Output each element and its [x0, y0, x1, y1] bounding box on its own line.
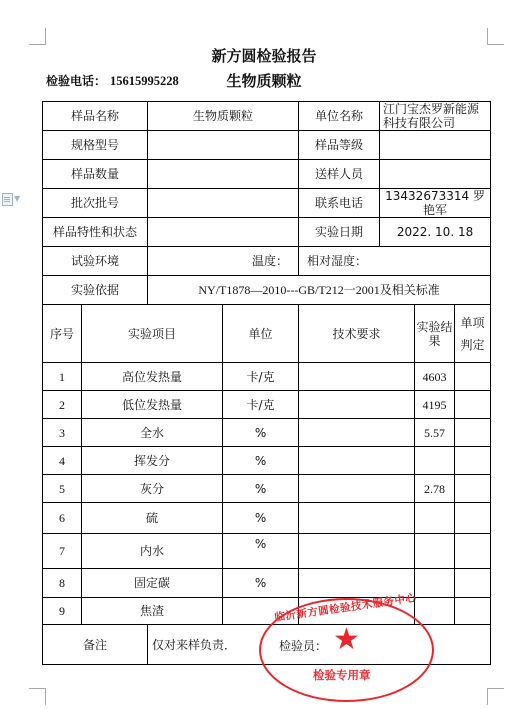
- item-cell: 焦渣: [82, 598, 223, 625]
- table-row: [43, 391, 491, 419]
- date-label: 实验日期: [299, 218, 380, 247]
- requirement-cell: [299, 363, 415, 391]
- requirement-cell: [299, 475, 415, 503]
- report-subtitle: 生物质颗粒: [226, 72, 302, 90]
- remark-label: 备注: [43, 625, 148, 665]
- result-cell: [415, 534, 455, 569]
- date-value: 2022. 10. 18: [380, 218, 491, 247]
- item-cell: 挥发分: [82, 447, 223, 475]
- corner-mark-bottom-right: [487, 688, 504, 705]
- table-row: [43, 419, 491, 447]
- unit-cell: 卡/克: [223, 391, 299, 419]
- document-icon[interactable]: [2, 193, 13, 206]
- table-row: [43, 598, 491, 625]
- inspection-phone: [46, 72, 179, 89]
- sender-label: 送样人员: [299, 160, 380, 189]
- seq-cell: 5: [43, 475, 82, 503]
- results-header-row: [43, 305, 491, 363]
- row-environment: [43, 247, 491, 276]
- star-icon: ★: [333, 622, 360, 657]
- seal-bottom-text: 检验专用章: [313, 668, 371, 682]
- judgement-cell: [455, 447, 491, 475]
- table-row: [43, 569, 491, 598]
- batch-value: [148, 189, 299, 218]
- unit-cell: %: [223, 419, 299, 447]
- item-cell: 全水: [82, 419, 223, 447]
- seq-cell: 4: [43, 447, 82, 475]
- phone-label: 检验电话：: [46, 74, 107, 88]
- corner-mark-bottom-left: [29, 688, 46, 705]
- seq-cell: 9: [43, 598, 82, 625]
- row-quantity: [43, 160, 491, 189]
- grade-label: 样品等级: [299, 131, 380, 160]
- basis-value: NY/T1878—2010---GB/T212一2001及相关标准: [148, 276, 491, 305]
- unit-name-label: 单位名称: [299, 102, 380, 131]
- judgement-cell: [455, 569, 491, 598]
- requirement-cell: [299, 503, 415, 534]
- header-judgement-line1: 单项: [460, 315, 485, 330]
- caret-down-icon[interactable]: ▼: [14, 194, 21, 203]
- table-row: [43, 503, 491, 534]
- table-row: [43, 447, 491, 475]
- row-sample-name: [43, 102, 491, 131]
- unit-name-value: 江门宝杰罗新能源科技有限公司: [380, 102, 491, 131]
- seq-cell: 2: [43, 391, 82, 419]
- requirement-cell: [299, 447, 415, 475]
- grade-value: [380, 131, 491, 160]
- phone-number: 15615995228: [110, 74, 179, 88]
- unit-cell: 卡/克: [223, 363, 299, 391]
- result-cell: [415, 447, 455, 475]
- model-value: [148, 131, 299, 160]
- inspector-label: 检验员：: [279, 639, 328, 653]
- requirement-cell: [299, 534, 415, 569]
- judgement-cell: [455, 503, 491, 534]
- item-cell: 灰分: [82, 475, 223, 503]
- unit-cell: %: [223, 569, 299, 598]
- table-row: [43, 363, 491, 391]
- report-title: 新方圆检验报告: [211, 47, 317, 65]
- property-value: [148, 218, 299, 247]
- unit-cell: %: [223, 475, 299, 503]
- item-cell: 固定碳: [82, 569, 223, 598]
- seq-cell: 6: [43, 503, 82, 534]
- item-cell: 内水: [82, 534, 223, 569]
- judgement-cell: [455, 475, 491, 503]
- seq-cell: 3: [43, 419, 82, 447]
- result-cell: 2.78: [415, 475, 455, 503]
- header-seq: 序号: [43, 305, 82, 363]
- judgement-cell: [455, 419, 491, 447]
- item-cell: 低位发热量: [82, 391, 223, 419]
- judgement-cell: [455, 363, 491, 391]
- judgement-cell: [455, 534, 491, 569]
- sender-value: [380, 160, 491, 189]
- corner-mark-top-left: [29, 28, 46, 45]
- row-model: [43, 131, 491, 160]
- model-label: 规格型号: [43, 131, 148, 160]
- table-row: [43, 534, 491, 569]
- row-property: [43, 218, 491, 247]
- item-cell: 高位发热量: [82, 363, 223, 391]
- judgement-cell: [455, 598, 491, 625]
- quantity-value: [148, 160, 299, 189]
- unit-cell: %: [223, 534, 299, 569]
- environment-label: 试验环境: [43, 247, 148, 276]
- requirement-cell: [299, 419, 415, 447]
- row-basis: [43, 276, 491, 305]
- contact-value: 13432673314 罗艳军: [380, 189, 491, 218]
- unit-cell: %: [223, 503, 299, 534]
- table-row: [43, 475, 491, 503]
- temperature-label: 温度：: [148, 247, 299, 276]
- requirement-cell: [299, 391, 415, 419]
- result-cell: 4195: [415, 391, 455, 419]
- header-item: 实验项目: [82, 305, 223, 363]
- sample-name-label: 样品名称: [43, 102, 148, 131]
- quantity-label: 样品数量: [43, 160, 148, 189]
- result-cell: [415, 503, 455, 534]
- batch-label: 批次批号: [43, 189, 148, 218]
- row-batch: [43, 189, 491, 218]
- humidity-label: 相对湿度：: [299, 247, 491, 276]
- unit-cell: %: [223, 447, 299, 475]
- header-result: 实验结果: [415, 305, 455, 363]
- corner-mark-top-right: [487, 28, 504, 45]
- contact-label: 联系电话: [299, 189, 380, 218]
- judgement-cell: [455, 391, 491, 419]
- seal-top-text: 临沂新方圆检验技术服务中心: [273, 592, 418, 624]
- remark-value: 仅对来样负责．: [148, 625, 491, 665]
- header-judgement: [455, 305, 491, 363]
- seq-cell: 7: [43, 534, 82, 569]
- seq-cell: 1: [43, 363, 82, 391]
- inspection-report-table: [42, 101, 491, 665]
- header-unit: 单位: [223, 305, 299, 363]
- item-cell: 硫: [82, 503, 223, 534]
- result-cell: 5.57: [415, 419, 455, 447]
- header-requirement: 技术要求: [299, 305, 415, 363]
- result-cell: 4603: [415, 363, 455, 391]
- sample-name-value: 生物质颗粒: [148, 102, 299, 131]
- basis-label: 实验依据: [43, 276, 148, 305]
- header-judgement-line2: 判定: [460, 337, 485, 352]
- property-label: 样品特性和状态: [43, 218, 148, 247]
- seq-cell: 8: [43, 569, 82, 598]
